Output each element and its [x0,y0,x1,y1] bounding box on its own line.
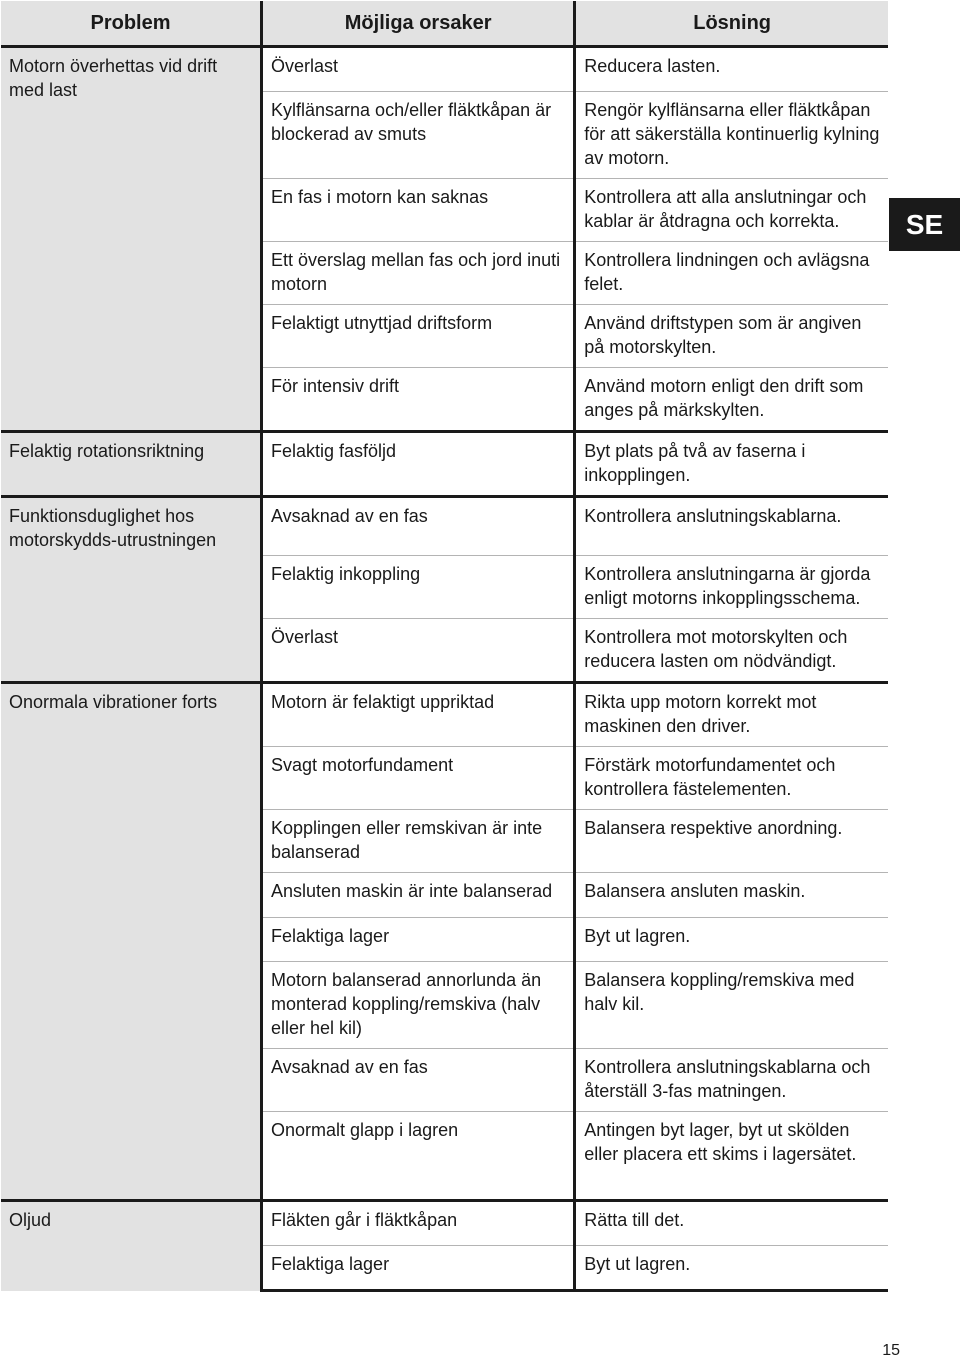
solution-cell: Kontrollera mot motorskylten och reducera lasten om nödvändigt. [575,619,888,683]
cause-cell: Motorn är felaktigt uppriktad [262,683,575,747]
solution-cell: Kontrollera anslutningskablarna. [575,497,888,556]
solution-cell: Byt ut lagren. [575,918,888,962]
table-row [1,683,888,747]
cause-cell: Avsaknad av en fas [262,1049,575,1112]
problem-cell: Funktionsduglighet hos motorskydds-utrustningen [1,497,262,683]
solution-cell: Byt ut lagren. [575,1246,888,1291]
solution-cell: Förstärk motorfundamentet och kontrollera fästelementen. [575,747,888,810]
solution-cell: Rätta till det. [575,1201,888,1246]
cause-cell: För intensiv drift [262,368,575,432]
solution-cell: Använd driftstypen som är angiven på motorskylten. [575,305,888,368]
cause-cell: Felaktiga lager [262,918,575,962]
solution-cell: Kontrollera att alla anslutningar och kablar är åtdragna och korrekta. [575,179,888,242]
table-row [1,497,888,556]
solution-cell: Kontrollera anslutningskablarna och återställ 3-fas matningen. [575,1049,888,1112]
cause-cell: Kylflänsarna och/eller fläktkåpan är blockerad av smuts [262,92,575,179]
table-row [1,47,888,92]
solution-cell: Kontrollera lindningen och avlägsna felet. [575,242,888,305]
cause-cell: Avsaknad av en fas [262,497,575,556]
problem-cell: Motorn överhettas vid drift med last [1,47,262,432]
cause-cell: Kopplingen eller remskivan är inte balanserad [262,810,575,873]
troubleshooting-table [1,1,888,1292]
table-row [1,1201,888,1246]
header-row [1,1,888,47]
table-body [1,47,888,1291]
solution-cell: Använd motorn enligt den drift som anges på märkskylten. [575,368,888,432]
cause-cell: Felaktig fasföljd [262,432,575,497]
cause-cell: Överlast [262,619,575,683]
header-solution: Lösning [575,1,888,47]
solution-cell: Antingen byt lager, byt ut skölden eller placera ett skims i lagersätet. [575,1112,888,1201]
problem-cell: Felaktig rotationsriktning [1,432,262,497]
page-number: 15 [882,1342,900,1359]
solution-cell: Kontrollera anslutningarna är gjorda enligt motorns inkopplingsschema. [575,556,888,619]
solution-cell: Balansera respektive anordning. [575,810,888,873]
cause-cell: Ett överslag mellan fas och jord inuti motorn [262,242,575,305]
table-row [1,432,888,497]
solution-cell: Balansera ansluten maskin. [575,873,888,918]
cause-cell: Ansluten maskin är inte balanserad [262,873,575,918]
solution-cell: Balansera koppling/remskiva med halv kil. [575,962,888,1049]
cause-cell: Felaktigt utnyttjad driftsform [262,305,575,368]
cause-cell: Felaktig inkoppling [262,556,575,619]
solution-cell: Rikta upp motorn korrekt mot maskinen den driver. [575,683,888,747]
solution-cell: Byt plats på två av faserna i inkopplingen. [575,432,888,497]
cause-cell: Överlast [262,47,575,92]
cause-cell: Svagt motorfundament [262,747,575,810]
solution-cell: Rengör kylflänsarna eller fläktkåpan för att säkerställa kontinuerlig kylning av motorn. [575,92,888,179]
header-causes: Möjliga orsaker [262,1,575,47]
cause-cell: Motorn balanserad annorlunda än monterad koppling/remskiva (halv eller hel kil) [262,962,575,1049]
problem-cell: Onormala vibrationer forts [1,683,262,1201]
cause-cell: En fas i motorn kan saknas [262,179,575,242]
header-problem: Problem [1,1,262,47]
language-tab: SE [889,198,960,251]
solution-cell: Reducera lasten. [575,47,888,92]
cause-cell: Felaktiga lager [262,1246,575,1291]
cause-cell: Fläkten går i fläktkåpan [262,1201,575,1246]
cause-cell: Onormalt glapp i lagren [262,1112,575,1201]
problem-cell: Oljud [1,1201,262,1291]
